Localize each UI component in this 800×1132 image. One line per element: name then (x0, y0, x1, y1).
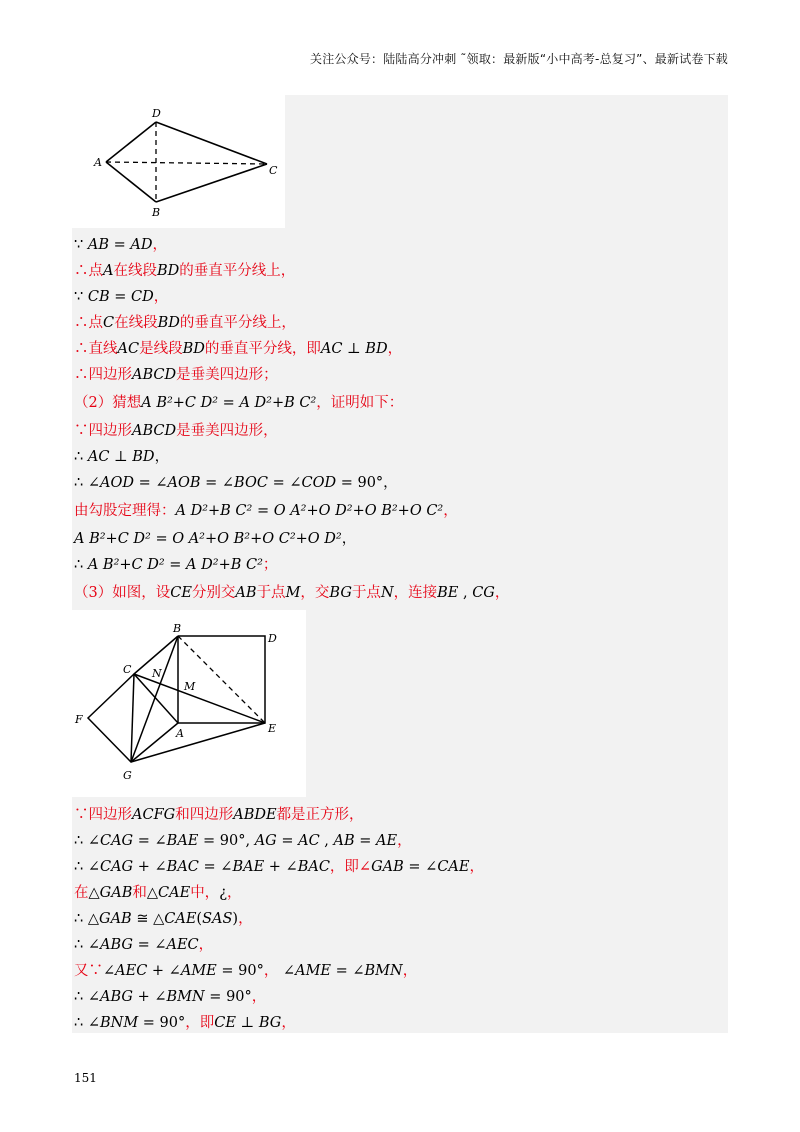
text-segment: ， (402, 963, 418, 979)
text-segment: 在线段 (114, 315, 158, 331)
text-segment: AOB (167, 475, 201, 491)
text-segment: = ∠ (198, 859, 233, 875)
text-segment: ∴四边形 (74, 367, 132, 383)
text-segment: SAS (202, 911, 233, 927)
text-segment: AB (333, 833, 355, 849)
text-segment: ，即∠ (329, 859, 372, 875)
text-segment: = 90° (204, 989, 252, 1005)
text-segment: AEC (166, 937, 199, 953)
text-segment: BAE (232, 859, 265, 875)
text-segment: ， (153, 289, 169, 305)
text-segment: ∵四边形 (74, 423, 132, 439)
text-segment: ，证明如下： (316, 395, 404, 411)
text-segment: ∵四边形 (74, 807, 132, 823)
solution-line (74, 314, 296, 332)
text-segment: COD (301, 475, 337, 491)
text-segment: ∴直线 (74, 341, 118, 357)
text-segment: ， (152, 237, 167, 253)
text-segment: ∵ (74, 237, 88, 253)
text-segment: GAB (99, 911, 132, 927)
text-segment: ⊥ (342, 341, 366, 357)
text-segment: CAE (164, 911, 197, 927)
text-segment: ∴ (74, 557, 88, 573)
solution-line (74, 530, 356, 548)
solution-line (74, 422, 278, 440)
text-segment: ， (469, 859, 484, 875)
kite-diagram (72, 95, 285, 228)
text-segment: CG (472, 585, 495, 601)
text-segment: 的垂直平分线，即 (204, 341, 321, 357)
text-segment: ， (263, 963, 279, 979)
text-segment: ， (387, 341, 403, 357)
text-segment: = 90° (216, 963, 264, 979)
solution-line (74, 340, 402, 358)
solution-line (74, 988, 266, 1006)
text-segment: 是线段 (139, 341, 183, 357)
text-segment: CE (170, 585, 192, 601)
text-segment: = ∠ (403, 859, 438, 875)
solution-line (74, 832, 412, 850)
solution-line (74, 584, 509, 602)
figure-squares (72, 610, 306, 797)
text-segment: = 90° (138, 1015, 186, 1031)
solution-line (74, 394, 403, 412)
text-segment: ∴ ∠ (74, 859, 100, 875)
text-segment: 分别交 (191, 585, 236, 601)
text-segment: BG (329, 585, 352, 601)
text-segment: 于点 (351, 585, 381, 601)
label-G2: G (123, 769, 132, 782)
text-segment: ， (494, 585, 510, 601)
text-segment: ¿ (219, 885, 227, 901)
text-segment: △ (88, 885, 100, 901)
label-B2: B (173, 622, 182, 635)
text-segment: ∴点 (74, 315, 103, 331)
text-segment: BD (182, 341, 205, 357)
text-segment: ， (341, 531, 357, 547)
text-segment: ∴ ∠ (74, 1015, 100, 1031)
text-segment: AB (235, 585, 257, 601)
text-segment: BNM (99, 1015, 139, 1031)
text-segment: ∴ ∠ (74, 833, 100, 849)
label-F2: F (75, 713, 83, 726)
label-B: B (152, 206, 161, 219)
text-segment: + ∠ (132, 989, 167, 1005)
text-segment: ⊥ (235, 1015, 259, 1031)
text-segment: CD (130, 289, 154, 305)
text-segment: 于点 (256, 585, 286, 601)
text-segment: = (354, 833, 377, 849)
text-segment: 和 (132, 885, 147, 901)
text-segment: AC (320, 341, 343, 357)
text-segment: ， (443, 503, 458, 519)
text-segment: ，连接 (393, 585, 438, 601)
text-segment: BAE (166, 833, 199, 849)
figure-kite (72, 95, 285, 228)
text-segment: BD (365, 341, 388, 357)
text-segment: AB (87, 237, 109, 253)
text-segment: AME (180, 963, 217, 979)
text-segment: AG (254, 833, 277, 849)
solution-line (74, 556, 277, 574)
text-segment: ≅ △ (131, 911, 165, 927)
text-segment: = (108, 237, 131, 253)
text-segment: = ∠ (331, 963, 365, 979)
text-segment: 和四边形 (175, 807, 234, 823)
text-segment: ∠ (278, 963, 296, 979)
text-segment: ， (226, 885, 242, 901)
text-segment: = (109, 289, 131, 305)
solution-line (74, 448, 169, 466)
text-segment: ， (251, 989, 267, 1005)
text-segment: = ∠ (200, 475, 235, 491)
text-segment: 是垂美四边形， (176, 423, 278, 439)
text-segment: = ∠ (133, 475, 168, 491)
text-segment: ∴ ∠ (74, 989, 100, 1005)
page-number: 151 (74, 1071, 97, 1085)
text-segment: ACFG (132, 807, 176, 823)
text-segment: ∴点 (74, 263, 103, 279)
text-segment: 由勾股定理得： (74, 503, 176, 519)
text-segment: ∴ △ (74, 911, 99, 927)
solution-line (74, 806, 364, 824)
text-segment: BOC (234, 475, 268, 491)
label-A2: A (176, 727, 184, 740)
squares-diagram (72, 610, 306, 797)
text-segment: , (458, 585, 473, 601)
text-segment: ABCD (132, 423, 177, 439)
text-segment: ，即 (185, 1015, 215, 1031)
solution-line (74, 1014, 296, 1032)
solution-line (74, 962, 417, 980)
text-segment: （2）猜想 (74, 395, 142, 411)
text-segment: C (103, 315, 115, 331)
text-segment: AEC (115, 963, 148, 979)
text-segment: = ∠ (267, 475, 302, 491)
text-segment: CAE (437, 859, 470, 875)
text-segment: , (319, 833, 334, 849)
solution-line (74, 262, 295, 280)
text-segment: GAB (99, 885, 133, 901)
text-segment: 是垂美四边形； (176, 367, 278, 383)
label-M2: M (184, 680, 196, 693)
text-segment: ，交 (300, 585, 330, 601)
text-segment: ⊥ (109, 449, 133, 465)
text-segment: ABG (99, 989, 133, 1005)
text-segment: A B²+C D² = A D²+B C² (141, 395, 317, 411)
text-segment: 在线段 (113, 263, 157, 279)
text-segment: ABDE (233, 807, 277, 823)
solution-line (74, 502, 458, 520)
text-segment: ∠ (103, 963, 116, 979)
label-A: A (94, 156, 102, 169)
solution-line (74, 236, 167, 254)
text-segment: BD (156, 263, 180, 279)
label-N2: N (152, 667, 162, 680)
text-segment: ， (198, 937, 214, 953)
text-segment: 的垂直平分线上， (179, 315, 296, 331)
text-segment: BD (132, 449, 155, 465)
text-segment: 在 (74, 885, 89, 901)
text-segment: BD (157, 315, 180, 331)
text-segment: A B²+C D² = A D²+B C² (87, 557, 263, 573)
solution-line (74, 884, 241, 902)
text-segment: 又∵ (74, 963, 103, 979)
text-segment: AC (87, 449, 110, 465)
text-segment: M (285, 585, 301, 601)
text-segment: ； (262, 557, 278, 573)
text-segment: CE (214, 1015, 236, 1031)
text-segment: BMN (166, 989, 205, 1005)
label-D: D (152, 107, 161, 120)
text-segment: N (380, 585, 394, 601)
text-segment: = (276, 833, 299, 849)
text-segment: ， (397, 833, 412, 849)
text-segment: A D²+B C² = O A²+O D²+O B²+O C² (175, 503, 444, 519)
text-segment: GAB (371, 859, 404, 875)
text-segment: ， (238, 911, 253, 927)
text-segment: BAC (166, 859, 199, 875)
label-E2: E (268, 722, 277, 735)
text-segment: 的垂直平分线上， (179, 263, 296, 279)
solution-line (74, 858, 484, 876)
text-segment: 中， (190, 885, 220, 901)
text-segment: BE (437, 585, 459, 601)
text-segment: = ∠ (133, 833, 167, 849)
text-segment: AME (295, 963, 331, 979)
solution-line (74, 910, 253, 928)
text-segment: AOD (99, 475, 134, 491)
text-segment: AC (117, 341, 140, 357)
text-segment: A B²+C D² = O A²+O B²+O C²+O D² (74, 531, 342, 547)
text-segment: ∴ ∠ (74, 475, 100, 491)
text-segment: ， (154, 449, 170, 465)
text-segment: 都是正方形， (276, 807, 364, 823)
page-header: 关注公众号：陆陆高分冲刺 ˜领取：最新版“小中高考-总复习”、最新试卷下载 (310, 52, 728, 66)
text-segment: ∴ ∠ (74, 937, 100, 953)
text-segment: ABCD (132, 367, 177, 383)
text-segment: ABG (99, 937, 133, 953)
text-segment: = ∠ (132, 937, 167, 953)
label-C: C (269, 164, 278, 177)
text-segment: = 90°， (336, 475, 398, 491)
solution-line (74, 474, 398, 492)
text-segment: BAC (297, 859, 330, 875)
text-segment: BG (258, 1015, 282, 1031)
text-segment: （3）如图，设 (74, 585, 171, 601)
text-segment: AC (298, 833, 320, 849)
text-segment: + ∠ (264, 859, 298, 875)
label-C2: C (123, 663, 132, 676)
text-segment: A (103, 263, 114, 279)
text-segment: CB (87, 289, 110, 305)
text-segment: AD (130, 237, 153, 253)
text-segment: ， (281, 1015, 296, 1031)
text-segment: ( (196, 911, 203, 927)
solution-line (74, 366, 278, 384)
text-segment: + ∠ (147, 963, 181, 979)
text-segment: = 90°, (198, 833, 255, 849)
text-segment: △ (146, 885, 159, 901)
text-segment: CAE (158, 885, 191, 901)
text-segment: ∴ (74, 449, 88, 465)
label-D2: D (268, 632, 277, 645)
text-segment: CAG (99, 859, 134, 875)
solution-line (74, 936, 213, 954)
text-segment: + ∠ (133, 859, 167, 875)
text-segment: AE (376, 833, 398, 849)
text-segment: BMN (364, 963, 403, 979)
solution-line (74, 288, 168, 306)
text-segment: CAG (99, 833, 134, 849)
text-segment: ∵ (74, 289, 88, 305)
text-segment: ) (232, 911, 239, 927)
